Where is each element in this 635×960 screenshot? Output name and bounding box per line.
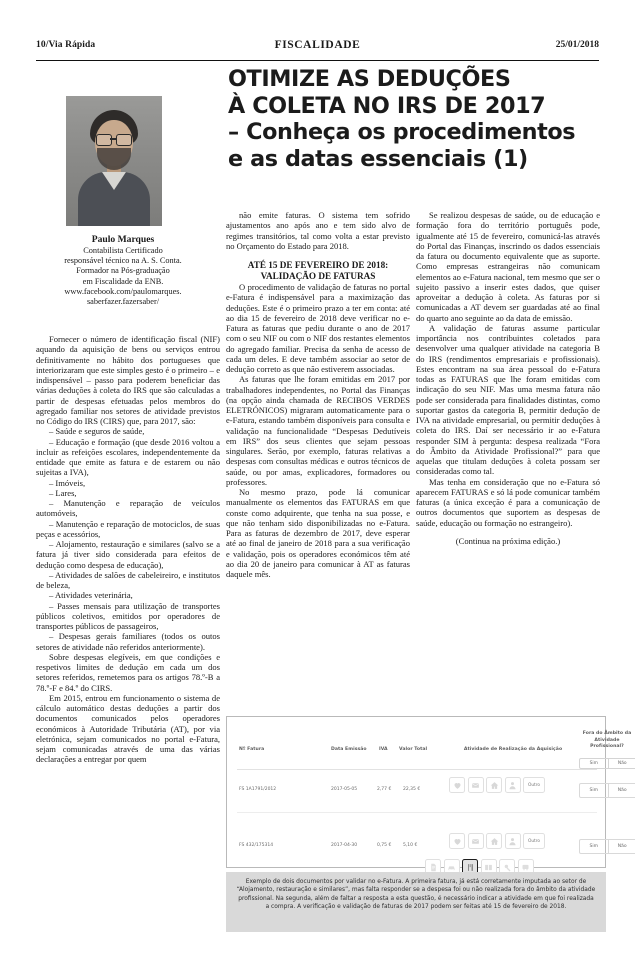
column-header-vat: IVA xyxy=(379,747,388,752)
person-icon[interactable] xyxy=(505,777,521,793)
list-item: – Saúde e seguros de saúde, xyxy=(49,426,145,437)
author-role-line-4: em Fiscalidade da ENB. xyxy=(82,276,164,286)
row-yes-option[interactable]: Sim xyxy=(589,788,598,793)
row-no-option[interactable]: Não xyxy=(608,840,635,853)
body-column-3 xyxy=(416,210,600,546)
column-header-total: Valor Total xyxy=(399,747,428,752)
list-item: – Atividades de salões de cabeleireiro, e institutos de beleza, xyxy=(36,569,220,590)
continues-note: (Continua na próxima edição.) xyxy=(455,535,561,546)
other-sector-button[interactable]: Outro xyxy=(523,833,545,849)
paragraph: O procedimento de validação de faturas no portal e-Fatura é indispensável para a maximização das deduções. Este é o primeiro prazo a ter em conta: até ao dia 15 de fevereiro de 2018 deve verificar no e-Fatura as faturas que pediu durante o ano de 2017 com o seu NIF ou com o NIF dos restantes elementos do agregado familiar. Precisa da senha de acesso de cada um deles. E deve também associar ao setor de dedução correto as que não estiverem associadas. xyxy=(226,282,410,374)
section-heading xyxy=(226,260,410,282)
mail-icon[interactable] xyxy=(468,777,484,793)
home-icon[interactable] xyxy=(486,833,502,849)
paragraph: Fornecer o número de identificação fiscal (NIF) aquando da aquisição de bens ou serviços entrou definitivamente no hábito dos portugueses que interiorizaram que este simples gesto é o primeiro – e indispensável – passo para poderem beneficiar das várias deduções à coleta do IRS que são calculadas a partir de despesas efetuadas pelos membros do agregado familiar nos setores de atividade previstos no Código do IRS (CIRS) que, para 2017, são: xyxy=(36,334,220,426)
row-yes-no-toggle[interactable] xyxy=(579,783,635,798)
photo-glasses-right xyxy=(116,134,132,146)
paragraph: As faturas que lhe foram emitidas em 2017 por trabalhadores independentes, no Portal das Finanças (na opção ainda chamada de RECIBOS VERDES ELETRÓNICOS) migraram automaticamente para o e-Fatura, estando também disponíveis para consulta e validação na funcionalidade “Despesas Dedutíveis em IRS” dos seus clientes que sejam pessoas singulares. Serão, por exemplo, faturas relativas a despesas com consultas médicas e outros técnicos de saúde, ou por amas, explicadores, formadores ou professores. xyxy=(226,374,410,487)
section-heading-line-1: ATÉ 15 DE FEVEREIRO DE 2018: xyxy=(247,260,389,270)
list-item: – Educação e formação (que desde 2016 voltou a incluir as refeições escolares, independentemente da entidade que emite as fatura e de estarem ou não sujeitas a IVA), xyxy=(36,436,220,478)
outside-scope-line-2: Atividade xyxy=(594,737,620,743)
body-column-2 xyxy=(226,210,410,579)
headline-line-1: OTIMIZE AS DEDUÇÕES xyxy=(228,66,511,92)
author-byline xyxy=(48,234,198,307)
paragraph: Mas tenha em consideração que no e-Fatura só aparecem FATURAS e só lá pode comunicar também faturas (a única exceção é para a comunicação de outros documentos que suportem as despesas de saúde, educação ou formação no estrangeiro). xyxy=(416,476,600,528)
column-header-invoice: Nº Fatura xyxy=(239,747,265,752)
header-yes-option[interactable]: Sim xyxy=(589,761,598,766)
list-item: – Alojamento, restauração e similares (salvo se a fatura já tiver sido considerada para efeitos de dedução como despesa de educação), xyxy=(36,539,220,570)
home-icon[interactable] xyxy=(486,777,502,793)
author-role-line-2: responsável técnico na A. S. Conta. xyxy=(64,256,182,266)
person-icon[interactable] xyxy=(505,833,521,849)
column-header-outside-scope xyxy=(577,731,635,751)
list-item: – Passes mensais para utilização de transportes públicos coletivos, emitidos por operadores de transportes públicos de passageiros, xyxy=(36,600,220,631)
header-no-option[interactable]: Não xyxy=(608,759,635,768)
author-role-line-1: Contabilista Certificado xyxy=(83,246,163,255)
author-link-line-1: www.facebook.com/paulomarques. xyxy=(64,286,182,296)
list-item: – Manutenção e reparação de motociclos, de suas peças e acessórios, xyxy=(36,518,220,539)
invoice-table xyxy=(227,717,632,867)
figure-caption: Exemplo de dois documentos por validar no e-Fatura. A primeira fatura, já está corretamente imputada ao setor de “Alojamento, restauração e similares”, mas falta responder se a despesa foi ou não realizada fora do âmbito da atividade profissional. Na segunda, além de faltar a resposta a esta questão, é necessário indicar a atividade em que foi realizada a compra. A verificação e validação de faturas de 2017 podem ser feitas até 15 de fevereiro de 2018. xyxy=(226,872,606,932)
paragraph: Em 2015, entrou em funcionamento o sistema de cálculo automático destas deduções a partir dos documentos comunicados pelos operadores económicos à Autoridade Tributária (AT), por via eletrónica, sejam comunicados no portal e-Fatura, sejam comunicadas através de uma das várias declarações a entregar por quem xyxy=(36,692,220,765)
paragraph: A validação de faturas assume particular importância nos contribuintes coletados para desenvolver uma qualquer atividade na categoria B do IRS (rendimentos empresariais e profissionais). Estes encontram na sua área pessoal do e-Fatura todas as FATURAS que lhe foram emitidas com indicação do seu NIF. Mas uma mesma fatura não pode ser considerada para finalidades distintas, como suportar gastos da categoria B, permitir dedução de IVA na atividade empresarial, ou permitir deduções à coleta do IRS. Daí ser necessário ir ao e-Fatura responder SIM à pergunta: despesa realizada “Fora do Âmbito da Atividade Profissional?” para que aquelas que titulam deduções à coleta possam ser consideradas como tal. xyxy=(416,322,600,477)
paragraph: Sobre despesas elegíveis, em que condições e respetivos limites de dedução em cada um dos setores referidos, remetemos para os artigos 78.º-B a 78.º-F e 84.º do CIRS. xyxy=(36,651,220,693)
cell-date: 2017-05-05 xyxy=(331,787,358,792)
sector-icon-group xyxy=(449,833,545,849)
row-yes-option[interactable]: Sim xyxy=(589,844,598,849)
paragraph: No mesmo prazo, pode lá comunicar manualmente os elementos das FATURAS em que conste como adquirente, que tenha na sua posse, e que não tenham sido disponibilizadas no e-Fatura. Para as faturas de dezembro de 2017, deve esperar até ao final de janeiro de 2018 para a sua verificação e validação, pois os operadores económicos têm até ao dia 20 de janeiro para comunicar à AT as faturas daquele mês. xyxy=(226,487,410,579)
list-item: – Manutenção e reparação de veículos automóveis, xyxy=(36,498,220,519)
outside-scope-line-1: Fora do Âmbito da xyxy=(582,731,632,736)
efatura-screenshot-figure xyxy=(226,716,632,868)
sector-icon-group xyxy=(449,777,545,793)
column-header-activity: Atividade de Realização da Aquisição xyxy=(463,747,563,752)
row-divider xyxy=(237,812,597,813)
headline-line-3: – Conheça os procedimentos xyxy=(228,119,576,145)
list-item: – Imóveis, xyxy=(49,477,86,488)
author-role-line-3: Formador na Pós-graduação xyxy=(76,266,170,276)
table-header-divider xyxy=(237,769,597,770)
row-yes-no-toggle[interactable] xyxy=(579,839,635,854)
row-no-option[interactable]: Não xyxy=(608,784,635,797)
cell-total: 22,35 € xyxy=(403,787,421,792)
photo-glasses-bridge xyxy=(110,138,116,140)
cell-vat: 2,77 € xyxy=(377,787,392,792)
page-number-label: 10/Via Rápida xyxy=(36,40,96,50)
masthead xyxy=(36,40,599,60)
list-item: – Lares, xyxy=(49,487,77,498)
other-sector-button[interactable]: Outro xyxy=(523,777,545,793)
column-header-date: Data Emissão xyxy=(331,747,367,752)
masthead-divider xyxy=(36,60,599,61)
cell-vat: 0,75 € xyxy=(377,843,392,848)
cell-date: 2017-04-30 xyxy=(331,843,358,848)
outside-scope-line-3: Profissional? xyxy=(590,744,624,750)
heart-icon[interactable] xyxy=(449,833,465,849)
cell-total: 5,10 € xyxy=(403,843,418,848)
paragraph: não emite faturas. O sistema tem sofrido ajustamentos ano após ano e tem sido alvo de regimes transitórios, tal como volta a estar previsto no Orçamento do Estado para 2018. xyxy=(226,210,410,251)
table-row xyxy=(227,771,627,813)
author-photo xyxy=(66,96,162,226)
paragraph: Se realizou despesas de saúde, ou de educação e formação fora do território português pode, igualmente até 15 de fevereiro, comunicá-las através do Portal das Finanças, inscrindo os dados essenciais da fatura ou documento equivalente que as suporte. Como empresas estrangeiras não comunicam elementos ao e-Fatura nacional, tem mesmo que ser o sujeito passivo a inserir estes dados, que quiser aproveitar a dedução à coleta. As faturas por si comunicadas a AT devem ser guardadas até ao final do quarto ano seguinte ao da data de emissão. xyxy=(416,210,600,323)
cell-invoice: FS 1A1791/2012 xyxy=(239,787,277,792)
table-row xyxy=(227,827,627,869)
heart-icon[interactable] xyxy=(449,777,465,793)
header-yes-no-toggle[interactable] xyxy=(579,758,635,769)
author-link-line-2: saberfazer.fazersaber/ xyxy=(86,297,160,307)
headline-line-4: e as datas essenciais (1) xyxy=(228,145,528,172)
table-header-row xyxy=(227,723,632,767)
page-title xyxy=(228,66,606,172)
section-heading-line-2: VALIDAÇÃO DE FATURAS xyxy=(260,271,376,281)
cell-invoice: FS 432/175314 xyxy=(239,843,274,848)
headline-line-2: À COLETA NO IRS DE 2017 xyxy=(228,92,546,119)
issue-date: 25/01/2018 xyxy=(555,40,599,50)
list-item: – Atividades veterinária, xyxy=(49,590,133,601)
author-name: Paulo Marques xyxy=(91,234,155,245)
photo-glasses-left xyxy=(96,134,112,146)
list-item: – Despesas gerais familiares (todos os outos setores de atividade não referidos anteriormente). xyxy=(36,631,220,652)
section-title: FISCALIDADE xyxy=(274,39,361,51)
mail-icon[interactable] xyxy=(468,833,484,849)
body-column-1 xyxy=(36,334,220,765)
